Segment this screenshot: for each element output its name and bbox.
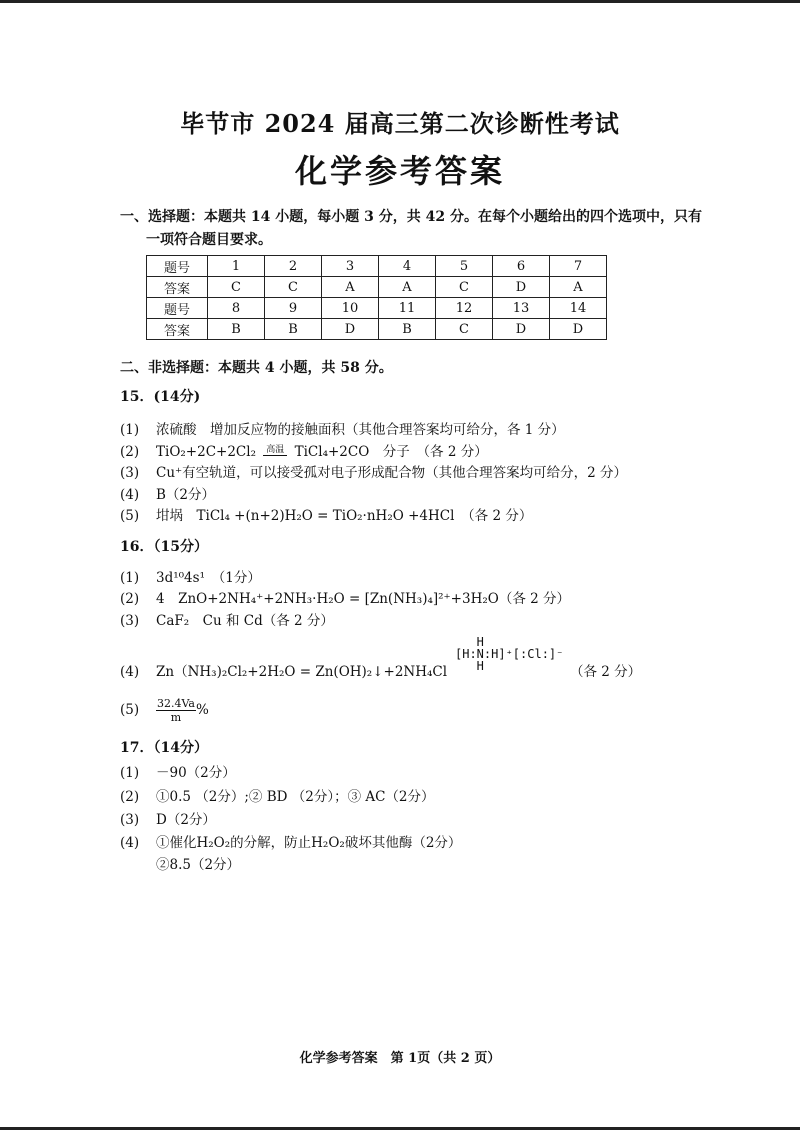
table-cell: A	[379, 277, 436, 298]
reaction-condition: 高温	[263, 446, 287, 456]
q17-answer-1	[120, 761, 236, 781]
section1-heading-line1: 一、选择题：本题共 14 小题，每小题 3 分，共 42 分。在每个小题给出的四个选项中，只有	[120, 209, 702, 225]
table-cell: D	[493, 277, 550, 298]
answer-text: ①催化H₂O₂的分解，防止H₂O₂破坏其他酶（2分）	[156, 835, 462, 851]
table-cell: C	[436, 277, 493, 298]
answer-text: Zn（NH₃)₂Cl₂+2H₂O = Zn(OH)₂↓+2NH₄Cl	[156, 664, 448, 680]
answer-number: (2)	[120, 789, 140, 805]
table-cell: 题号	[147, 298, 208, 319]
answer-text: TiO₂+2C+2Cl₂	[156, 444, 256, 460]
table-cell: 3	[322, 256, 379, 277]
q15-answer-5	[120, 504, 532, 524]
document-title: 化学参考答案	[294, 152, 505, 190]
table-cell: 7	[550, 256, 607, 277]
answer-number: (3)	[120, 613, 140, 629]
answer-number: (4)	[120, 487, 140, 503]
fraction	[156, 697, 196, 724]
section2-heading: 二、非选择题：本题共 4 小题，共 58 分。	[120, 360, 393, 376]
q15-answer-1	[120, 418, 565, 438]
table-cell: 9	[265, 298, 322, 319]
q16-answer-3	[120, 609, 334, 629]
q16-answer-5	[120, 697, 209, 724]
q17-answer-4b: ②8.5（2分）	[156, 857, 241, 873]
answer-number: (1)	[120, 570, 140, 586]
answer-number: (1)	[120, 765, 140, 781]
answer-number: (5)	[120, 702, 140, 718]
table-row	[147, 277, 607, 298]
table-cell: D	[550, 319, 607, 340]
answer-number: (1)	[120, 422, 140, 438]
table-cell: 2	[265, 256, 322, 277]
answer-number: (4)	[120, 835, 140, 851]
table-cell: 1	[208, 256, 265, 277]
table-cell: 8	[208, 298, 265, 319]
percent-sign: %	[195, 702, 209, 718]
answer-text: 4 ZnO+2NH₄⁺+2NH₃·H₂O = [Zn(NH₃)₄]²⁺+3H₂O（各 2 分）	[156, 591, 571, 607]
page-top-edge	[0, 0, 800, 3]
page-footer: 化学参考答案 第 1页（共 2 页）	[299, 1051, 501, 1066]
exam-title: 毕节市 2024 届高三第二次诊断性考试	[180, 109, 620, 138]
answer-text: CaF₂ Cu 和 Cd（各 2 分）	[156, 613, 334, 629]
table-cell: C	[208, 277, 265, 298]
table-cell: C	[265, 277, 322, 298]
table-cell: 答案	[147, 319, 208, 340]
q17-answer-2	[120, 785, 435, 805]
table-row	[147, 298, 607, 319]
answer-text: 坩埚 TiCl₄ +(n+2)H₂O = TiO₂·nH₂O +4HCl （各 2 分）	[156, 508, 533, 524]
table-cell: A	[550, 277, 607, 298]
q17-heading: 17．（14分）	[120, 740, 208, 756]
table-cell: B	[208, 319, 265, 340]
answer-text: Cu⁺有空轨道，可以接受孤对电子形成配合物（其他合理答案均可给分，2 分）	[156, 465, 628, 481]
table-row	[147, 256, 607, 277]
table-cell: C	[436, 319, 493, 340]
table-cell: 12	[436, 298, 493, 319]
table-cell: A	[322, 277, 379, 298]
answer-text: 浓硫酸 增加反应物的接触面积（其他合理答案均可给分，各 1 分）	[156, 422, 565, 438]
table-cell: 题号	[147, 256, 208, 277]
table-cell: 14	[550, 298, 607, 319]
q15-answer-3	[120, 461, 627, 481]
q15-answer-2	[120, 440, 488, 460]
table-cell: 5	[436, 256, 493, 277]
answer-text: D（2分）	[156, 812, 216, 828]
answer-text: －90（2分）	[156, 765, 236, 781]
answer-text: ①0.5 （2分）;② BD （2分）；③ AC（2分）	[156, 789, 435, 805]
answer-text: 3d¹⁰4s¹ （1分）	[156, 570, 261, 586]
q16-answer-2	[120, 587, 570, 607]
table-cell: B	[265, 319, 322, 340]
q16-heading: 16．（15分）	[120, 539, 208, 555]
fraction-denominator: m	[170, 711, 182, 724]
table-cell: D	[493, 319, 550, 340]
table-cell: 答案	[147, 277, 208, 298]
answer-number: (3)	[120, 465, 140, 481]
q15-heading: 15．(14分)	[120, 389, 201, 405]
section1-heading-line2: 一项符合题目要求。	[146, 232, 272, 248]
answer-number: (4)	[120, 664, 140, 680]
table-cell: 6	[493, 256, 550, 277]
answer-number: (3)	[120, 812, 140, 828]
fraction-numerator: 32.4Va	[157, 697, 195, 710]
q17-answer-3	[120, 808, 216, 828]
table-cell: D	[322, 319, 379, 340]
q16-answer-4-score: （各 2 分）	[570, 664, 642, 680]
table-row	[147, 319, 607, 340]
answer-text: TiCl₄+2CO 分子 （各 2 分）	[294, 444, 488, 460]
answer-table	[146, 255, 607, 340]
table-cell: 10	[322, 298, 379, 319]
answer-number: (5)	[120, 508, 140, 524]
answer-number: (2)	[120, 444, 140, 460]
q16-answer-4	[120, 660, 447, 680]
answer-text: B（2分）	[156, 487, 216, 503]
table-cell: 11	[379, 298, 436, 319]
table-cell: 13	[493, 298, 550, 319]
table-cell: 4	[379, 256, 436, 277]
lewis-structure: H [H:N:H]⁺[:Cl:]⁻ H	[455, 635, 564, 673]
table-cell: B	[379, 319, 436, 340]
answer-number: (2)	[120, 591, 140, 607]
q17-answer-4	[120, 831, 461, 851]
q16-answer-1	[120, 566, 261, 586]
q15-answer-4	[120, 483, 215, 503]
